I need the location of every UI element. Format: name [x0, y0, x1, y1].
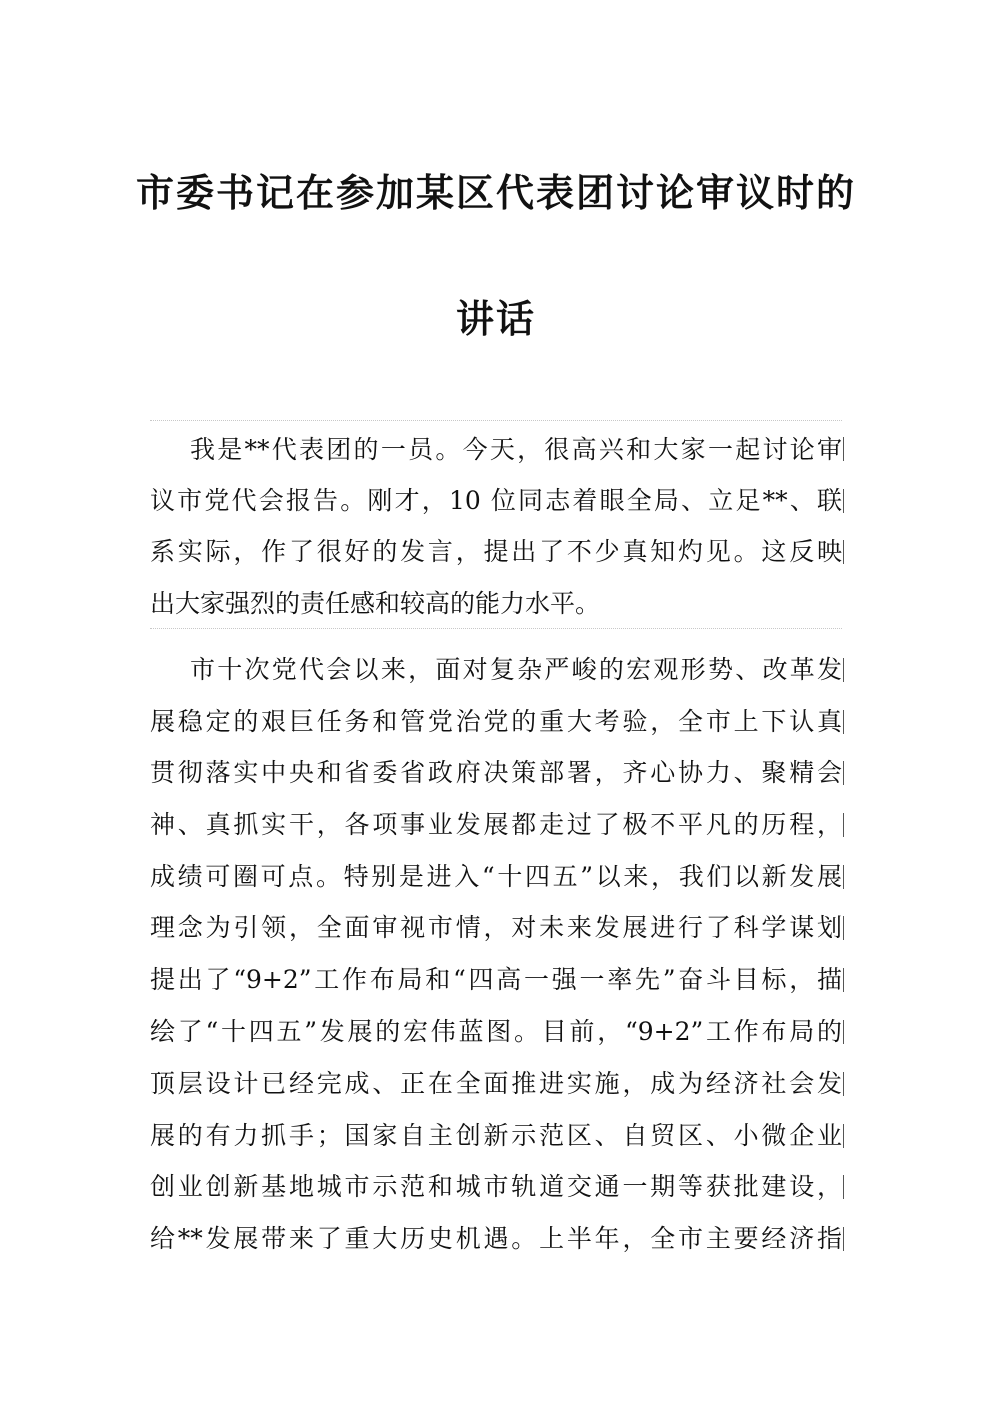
paragraph-2-line-2: 展稳定的艰巨任务和管党治党的重大考验，全市上下认真: [150, 707, 842, 736]
paragraph-1-line-4: 出大家强烈的责任感和较高的能力水平。: [150, 589, 601, 618]
section-divider: [150, 420, 842, 421]
paragraph-2-line-4: 神、真抓实干，各项事业发展都走过了极不平凡的历程，: [150, 810, 842, 839]
margin-mark: [843, 658, 844, 682]
paragraph-2-line-10: 展的有力抓手；国家自主创新示范区、自贸区、小微企业: [150, 1121, 842, 1150]
paragraph-2-line-1: 市十次党代会以来，面对复杂严峻的宏观形势、改革发: [190, 655, 842, 684]
margin-mark: [843, 437, 844, 461]
margin-mark: [843, 968, 844, 992]
paragraph-2-line-7: 提出了“9+2”工作布局和“四高一强一率先”奋斗目标，描: [150, 965, 842, 994]
paragraph-2-line-8: 绘了“十四五”发展的宏伟蓝图。目前，“9+2”工作布局的: [150, 1017, 842, 1046]
margin-mark: [843, 489, 844, 513]
margin-mark: [843, 1227, 844, 1251]
margin-mark: [843, 1124, 844, 1148]
margin-mark: [843, 1020, 844, 1044]
paragraph-2-line-6: 理念为引领，全面审视市情，对未来发展进行了科学谋划: [150, 913, 842, 942]
paragraph-1-line-1: 我是**代表团的一员。今天，很高兴和大家一起讨论审: [190, 435, 842, 464]
margin-mark: [843, 1072, 844, 1096]
paragraph-2-line-3: 贯彻落实中央和省委省政府决策部署，齐心协力、聚精会: [150, 758, 842, 787]
margin-mark: [843, 865, 844, 889]
document-title-line-1: 市委书记在参加某区代表团讨论审议时的: [135, 171, 856, 215]
margin-mark: [843, 916, 844, 940]
margin-mark: [843, 710, 844, 734]
paragraph-2-line-9: 顶层设计已经完成、正在全面推进实施，成为经济社会发: [150, 1069, 842, 1098]
margin-mark: [843, 761, 844, 785]
paragraph-divider: [150, 628, 842, 629]
paragraph-2-line-11: 创业创新基地城市示范和城市轨道交通一期等获批建设，: [150, 1172, 842, 1201]
paragraph-1-line-2: 议市党代会报告。刚才，10 位同志着眼全局、立足**、联: [150, 486, 842, 515]
margin-mark: [843, 813, 844, 837]
paragraph-1-line-3: 系实际，作了很好的发言，提出了不少真知灼见。这反映: [150, 537, 842, 566]
paragraph-2-line-5: 成绩可圈可点。特别是进入“十四五”以来，我们以新发展: [150, 862, 842, 891]
paragraph-2-line-12: 给**发展带来了重大历史机遇。上半年，全市主要经济指: [150, 1224, 842, 1253]
margin-mark: [843, 1175, 844, 1199]
margin-mark: [843, 540, 844, 564]
document-title-line-2: 讲话: [455, 297, 536, 341]
